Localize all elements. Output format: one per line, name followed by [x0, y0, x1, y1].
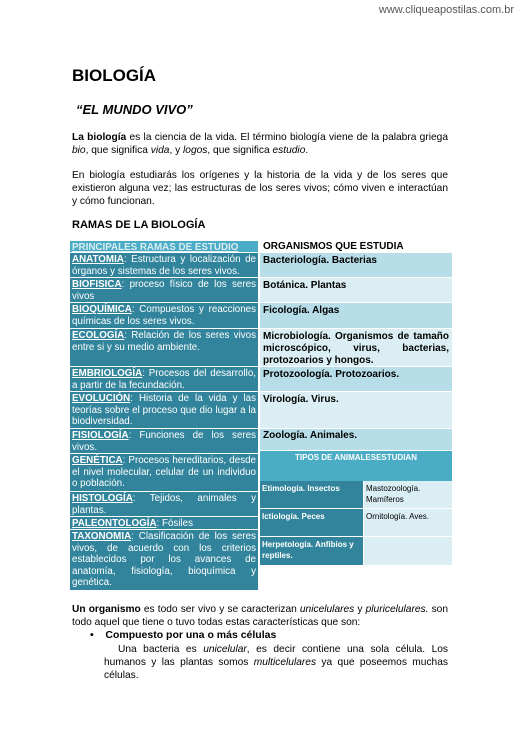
branch-desc: : Relación de los seres vivos entre si y su medio ambiente. — [72, 330, 256, 353]
branch-term: PALEONTOLOGÍA — [72, 518, 157, 529]
organism-cell: Microbiología. Organismos de tamaño microscópico, virus, bacterias, protozoarios y hongos. — [260, 329, 452, 367]
term-biologia: La biología — [72, 132, 127, 143]
organism-paragraph — [72, 603, 448, 629]
bullet-item — [90, 629, 276, 641]
organism-cell: Protozoología. Protozoarios. — [260, 367, 452, 392]
branch-cell — [70, 530, 258, 591]
animal-type-cell: Ictiología. Peces — [260, 509, 364, 537]
page-title: BIOLOGÍA — [72, 66, 157, 85]
branch-desc: : Fósiles — [156, 518, 194, 529]
branch-term: TAXONOMIA — [72, 531, 132, 542]
branch-desc: : Estructura y localización de órganos y sistemas de los seres vivos. — [72, 254, 256, 277]
text: es todo ser vivo y se caracterizan — [140, 604, 300, 615]
organism-cell: Zoología. Animales. — [260, 429, 452, 451]
text: logos — [183, 145, 208, 156]
text: pluricelulares. — [365, 604, 429, 615]
branch-term: ANATOMIA — [72, 254, 124, 265]
text: , que significa — [207, 145, 273, 156]
animal-type-cell: Herpetología. Anfibios y reptiles. — [260, 537, 364, 565]
intro-paragraph-1 — [72, 131, 448, 157]
text: es la ciencia de la vida. El término biología viene de la palabra griega — [126, 132, 448, 143]
branch-desc: : Compuestos y reacciones químicas de los seres vivos. — [72, 304, 256, 327]
cell-paragraph — [104, 643, 448, 682]
text: , y — [169, 145, 184, 156]
text: unicelular — [203, 644, 247, 655]
page-subtitle: “EL MUNDO VIVO” — [76, 102, 193, 117]
text: multicelulares — [253, 657, 317, 668]
header-organisms: ORGANISMOS QUE ESTUDIA — [260, 241, 452, 253]
text: vida — [150, 145, 170, 156]
branch-term: ECOLOGÍA — [72, 330, 125, 341]
table-row-right — [70, 278, 452, 303]
branch-desc: : Clasificación de los seres vivos, de acuerdo con los criterios establecidos por los avances de anatomía, fisiología, bioquímica y genética. — [72, 531, 256, 588]
table-header-row — [70, 241, 452, 253]
table-row-right — [70, 303, 452, 329]
branch-desc: : Tejidos, animales y plantas. — [72, 493, 256, 516]
text: . — [305, 145, 309, 156]
branch-term: GENÉTICA — [72, 455, 123, 466]
text: y — [354, 604, 366, 615]
text: Una bacteria es — [118, 644, 204, 655]
intro-paragraph-2: En biología estudiarás los orígenes y la historia de la vida y de los seres que existieron alguna vez; las estructuras de los seres vivos; cómo viven e interactúan y cómo funcionan. — [72, 170, 448, 207]
branch-desc: : Procesos del desarrollo, a partir de la fecundación. — [72, 368, 256, 391]
header-branches: PRINCIPALES RAMAS DE ESTUDIO — [70, 241, 258, 253]
branch-desc: : Procesos hereditarios, desde el nivel molecular, celular de un individuo o población. — [72, 455, 256, 489]
branch-term: BIOQUÍMICA — [72, 304, 132, 315]
term-organismo: Un organismo — [72, 604, 141, 615]
organism-cell: Botánica. Plantas — [260, 278, 452, 303]
animal-type-cell — [364, 537, 452, 565]
text: unicelulares — [299, 604, 355, 615]
branch-desc: : Funciones de los seres vivos. — [72, 430, 256, 453]
animal-type-cell: Ornitología. Aves. — [364, 509, 452, 537]
watermark: www.cliqueapostilas.com.br — [378, 4, 514, 16]
text: estudio — [272, 145, 306, 156]
branch-term: BIOFISICA — [72, 279, 122, 290]
text: son todo aquel que tiene o tuvo todas estas características que son: — [72, 604, 448, 628]
branch-cell — [70, 454, 258, 492]
bullet-text: Compuesto por una o más células — [105, 629, 277, 641]
branch-term: EMBRIOLOGÍA — [72, 368, 143, 379]
organism-cell: Ficología. Algas — [260, 303, 452, 329]
table-row-right — [70, 253, 452, 278]
bullet-dot-icon: • — [90, 629, 94, 641]
animal-type-cell: Mastozoología. Mamíferos — [364, 481, 452, 509]
text: , que significa — [85, 145, 151, 156]
organism-cell: Virología. Virus. — [260, 392, 452, 429]
animal-types-table — [260, 451, 452, 565]
text: , es decir contiene una sola célula. Los humanos y las plantas somos — [104, 644, 449, 668]
animal-type-cell: Etimología. Insectos — [260, 481, 364, 509]
branch-desc: : Historia de la vida y las teorías sobre el proceso que dio lugar a la biodiversidad. — [72, 393, 256, 427]
table-row-right — [70, 367, 452, 392]
branch-cell — [70, 492, 258, 517]
table-row-right — [70, 392, 452, 429]
branch-desc: : proceso físico de los seres vivos — [72, 279, 256, 302]
table-row-right — [70, 329, 452, 367]
branch-term: HISTOLOGÍA — [72, 493, 133, 504]
organism-cell: Bacteriología. Bacterias — [260, 253, 452, 278]
branch-term: EVOLUCIÓN — [72, 393, 131, 404]
animal-types-header: TIPOS DE ANIMALESESTUDIAN — [260, 451, 452, 481]
section-title: RAMAS DE LA BIOLOGÍA — [72, 219, 206, 231]
branch-cell — [70, 517, 258, 530]
branch-term: FISIOLOGÍA — [72, 430, 129, 441]
text: bio — [72, 145, 86, 156]
table-row-right — [70, 429, 452, 451]
text: ya que poseemos muchas células. — [104, 657, 448, 681]
